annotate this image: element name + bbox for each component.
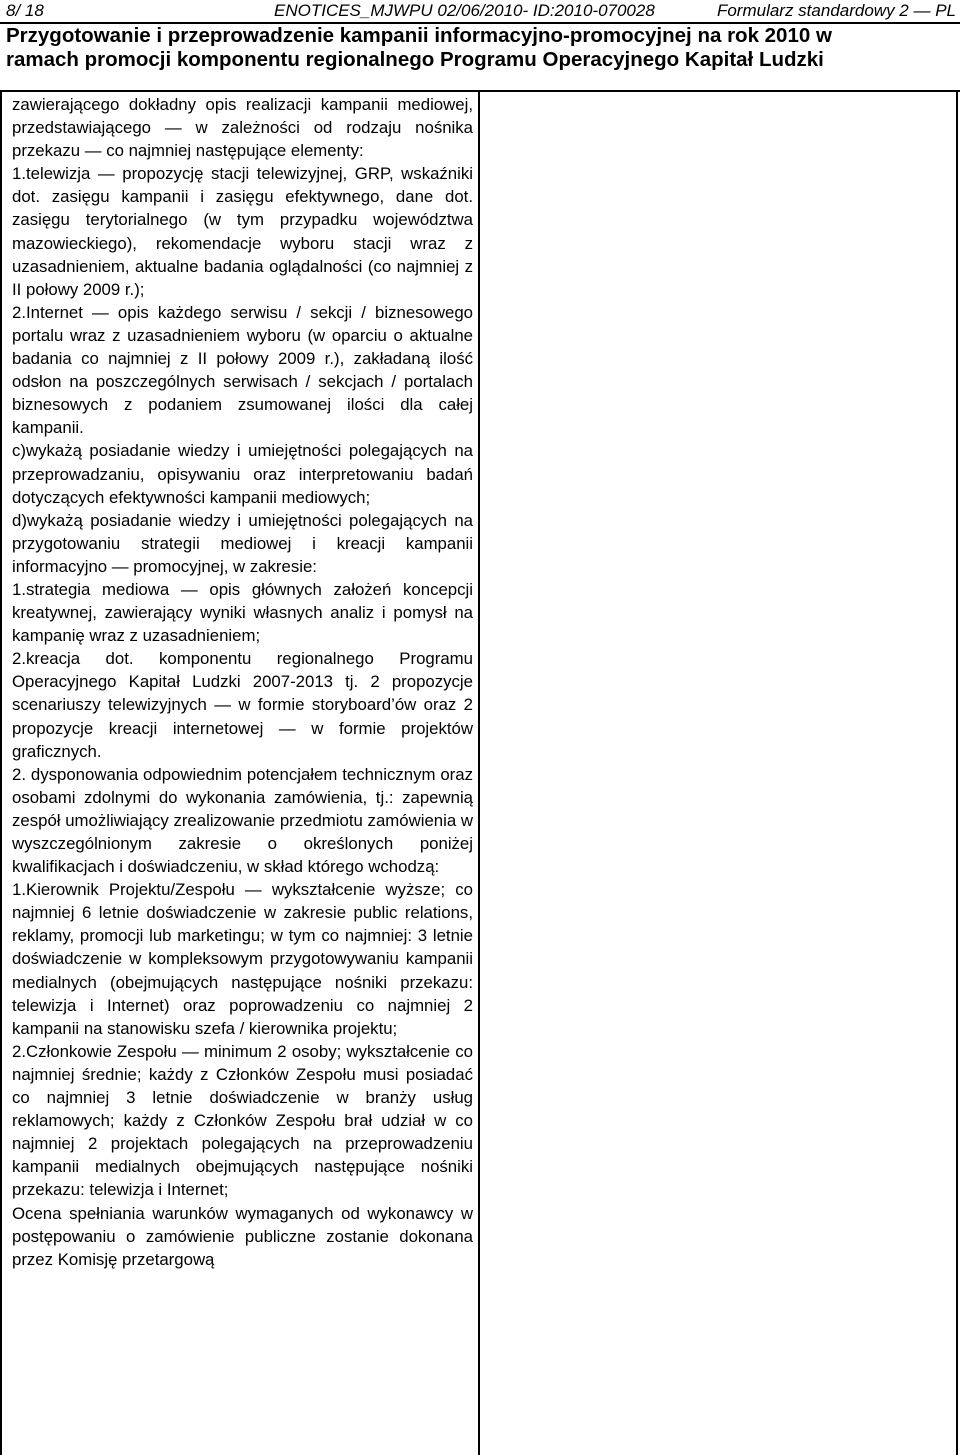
form-type: Formularz standardowy 2 — PL <box>716 1 956 20</box>
paragraph: Ocena spełniania warunków wymaganych od wykonawcy w postępowaniu o zamówienie publiczne zostanie dokonana przez Komisję przetargową <box>12 1203 473 1269</box>
title-line-2: ramach promocji komponentu regionalnego Programu Operacyjnego Kapitał Ludzki <box>6 48 824 71</box>
notice-id: ENOTICES_MJWPU 02/06/2010- ID:2010-070028 <box>274 1 655 20</box>
right-border <box>956 92 958 1455</box>
page-header <box>0 0 960 22</box>
title-divider <box>0 90 960 92</box>
paragraph: 1.telewizja — propozycję stacji telewizyjnej, GRP, wskaźniki dot. zasięgu kampanii i zasięgu efektywnego, dane dot. zasięgu terytorialnego (w tym przypadku województwa mazowieckiego), rekomendacje wyboru stacji wraz z uzasadnieniem, aktualne badania oglądalności (co najmniej z II połowy 2009 r.); <box>12 164 473 299</box>
column-divider <box>478 92 480 1455</box>
paragraph: c)wykażą posiadanie wiedzy i umiejętności polegających na przeprowadzaniu, opisywaniu oraz interpretowaniu badań dotyczących efektywności kampanii mediowych; <box>12 441 473 507</box>
paragraph: d)wykażą posiadanie wiedzy i umiejętności polegających na przygotowaniu strategii mediowej i kreacji kampanii informacyjno — promocyjnej, w zakresie: <box>12 510 473 576</box>
left-border <box>0 92 2 1455</box>
paragraph: zawierającego dokładny opis realizacji kampanii mediowej, przedstawiającego — w zależności od rodzaju nośnika przekazu — co najmniej następujące elementy: <box>12 95 473 161</box>
paragraph: 2. dysponowania odpowiednim potencjałem technicznym oraz osobami zdolnymi do wykonania zamówienia, tj.: zapewnią zespół umożliwiający zrealizowanie przedmiotu zamówienia w wyszczególnionym zakresie o określonych poniżej kwalifikacjach i doświadczeniu, w skład którego wchodzą: <box>12 764 473 877</box>
paragraph: 1.strategia mediowa — opis głównych założeń koncepcji kreatywnej, zawierający wyniki własnych analiz i pomysł na kampanię wraz z uzasadnieniem; <box>12 579 473 646</box>
paragraph: 1.Kierownik Projektu/Zespołu — wykształcenie wyższe; co najmniej 6 letnie doświadczenie w zakresie public relations, reklamy, promocji lub marketingu; w tym co najmniej: 3 letnie doświadczenie w kompleksowym przygotowywaniu kampanii medialnych (obejmujących następujące nośniki przekazu: telewizja i Internet) oraz poprowadzeniu co najmniej 2 kampanii na stanowisku szefa / kierownika projektu; <box>12 880 473 1038</box>
paragraph: 2.Internet — opis każdego serwisu / sekcji / biznesowego portalu wraz z uzasadnieniem wyboru (w oparciu o aktualne badania co najmniej z II połowy 2009 r.), zakładaną ilość odsłon na poszczególnych serwisach / sekcjach / portalach biznesowych z podaniem zsumowanej ilości dla całej kampanii. <box>12 302 473 438</box>
document-title <box>6 24 956 72</box>
page-number: 8/ 18 <box>6 1 44 20</box>
title-line-1: Przygotowanie i przeprowadzenie kampanii informacyjno-promocyjnej na rok 2010 w <box>6 24 832 47</box>
paragraph: 2.kreacja dot. komponentu regionalnego Programu Operacyjnego Kapitał Ludzki 2007-2013 tj. 2 propozycje scenariuszy telewizyjnych — w formie storyboard’ów oraz 2 propozycje kreacji internetowej — w formie projektów graficznych. <box>12 649 473 761</box>
paragraph: 2.Członkowie Zespołu — minimum 2 osoby; wykształcenie co najmniej średnie; każdy z Członków Zespołu musi posiadać co najmniej 3 letnie doświadczenie w branży usług reklamowych; każdy z Członków Zespołu brał udział w co najmniej 2 projektach polegających na przeprowadzeniu kampanii medialnych obejmujących następujące nośniki przekazu: telewizja i Internet; <box>12 1041 473 1200</box>
body-text-column <box>12 93 473 1271</box>
